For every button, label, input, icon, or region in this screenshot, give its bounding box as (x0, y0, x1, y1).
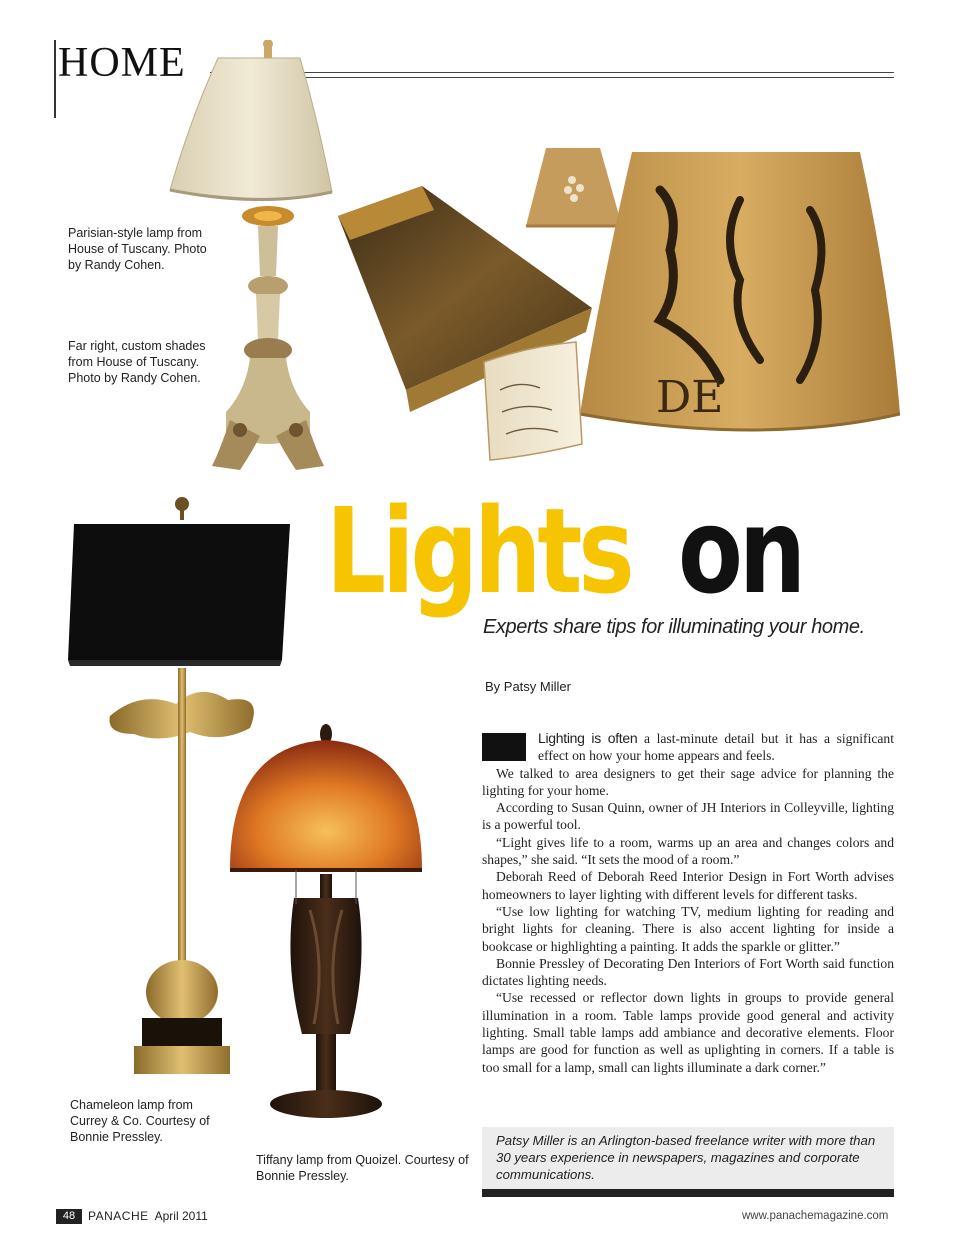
headline-lights: Lights (326, 482, 631, 620)
article-paragraph: Bonnie Pressley of Decorating Den Interiors of Fort Worth said function dictates lighting needs. (482, 955, 894, 989)
caption-tiffany-lamp: Tiffany lamp from Quoizel. Courtesy of Bonnie Pressley. (256, 1153, 469, 1183)
headline-on: on (678, 482, 803, 620)
footer-url: www.panachemagazine.com (742, 1210, 889, 1222)
article-lead-rest: a last-minute detail but it has a significant effect on how your home appears and feels. (538, 731, 894, 764)
caption-chameleon-lamp: Chameleon lamp from Currey & Co. Courtesy of Bonnie Pressley. (70, 1098, 210, 1144)
lamps-and-shades-photo (160, 40, 900, 480)
subheadline: Experts share tips for illuminating your home. (483, 616, 865, 638)
caption-custom-shades: Far right, custom shades from House of Tuscany. Photo by Randy Cohen. (68, 339, 206, 385)
article-paragraph: Deborah Reed of Deborah Reed Interior Design in Fort Worth advises homeowners to layer lighting with different levels for different tasks. (482, 869, 894, 902)
footer-magazine (88, 1209, 208, 1224)
script-shade (484, 342, 582, 460)
article-paragraph: “Use low lighting for watching TV, medium lighting for reading and bright lights for cleaning. There is also accent lighting for inside a bookcase or highlighting a painting. It adds the sparkle or glitter.” (482, 903, 894, 954)
magazine-name: PANACHE (88, 1209, 149, 1223)
article-paragraph: We talked to area designers to get their sage advice for planning the lighting for your home. (482, 765, 894, 798)
caption-parisian-lamp: Parisian-style lamp from House of Tuscany. Photo by Randy Cohen. (68, 226, 207, 272)
article-body (482, 730, 894, 1076)
section-rule-vertical (54, 40, 56, 118)
section-title: HOME (58, 40, 186, 86)
article-paragraph: “Use recessed or reflector down lights in groups to provide general illumination in a room. Table lamps provide good general and activity lighting. Small table lamps add ambiance and decorative elements. Floor lamps are good for function as well as uplighting in corners. If a table is too small for a lamp, small can lights illuminate a dark corner.” (482, 990, 894, 1075)
article-paragraph: According to Susan Quinn, owner of JH Interiors in Colleyville, lighting is a powerful tool. (482, 800, 894, 833)
burlap-shade (580, 152, 900, 430)
shade-letters: DE (656, 372, 724, 423)
issue-date: April 2011 (154, 1209, 208, 1223)
page-number: 48 (56, 1209, 82, 1224)
article-paragraph: “Light gives life to a room, warms up an area and changes colors and shapes,” she said. “It sets the mood of a room.” (482, 834, 894, 868)
byline: By Patsy Miller (485, 679, 571, 694)
tiffany-lamp (230, 724, 422, 1118)
author-bio: Patsy Miller is an Arlington-based freelance writer with more than 30 years experience in newspapers, magazines and corporate communications. (496, 1133, 876, 1182)
grape-shade (526, 148, 622, 226)
article-lead: Lighting is often (538, 730, 638, 746)
